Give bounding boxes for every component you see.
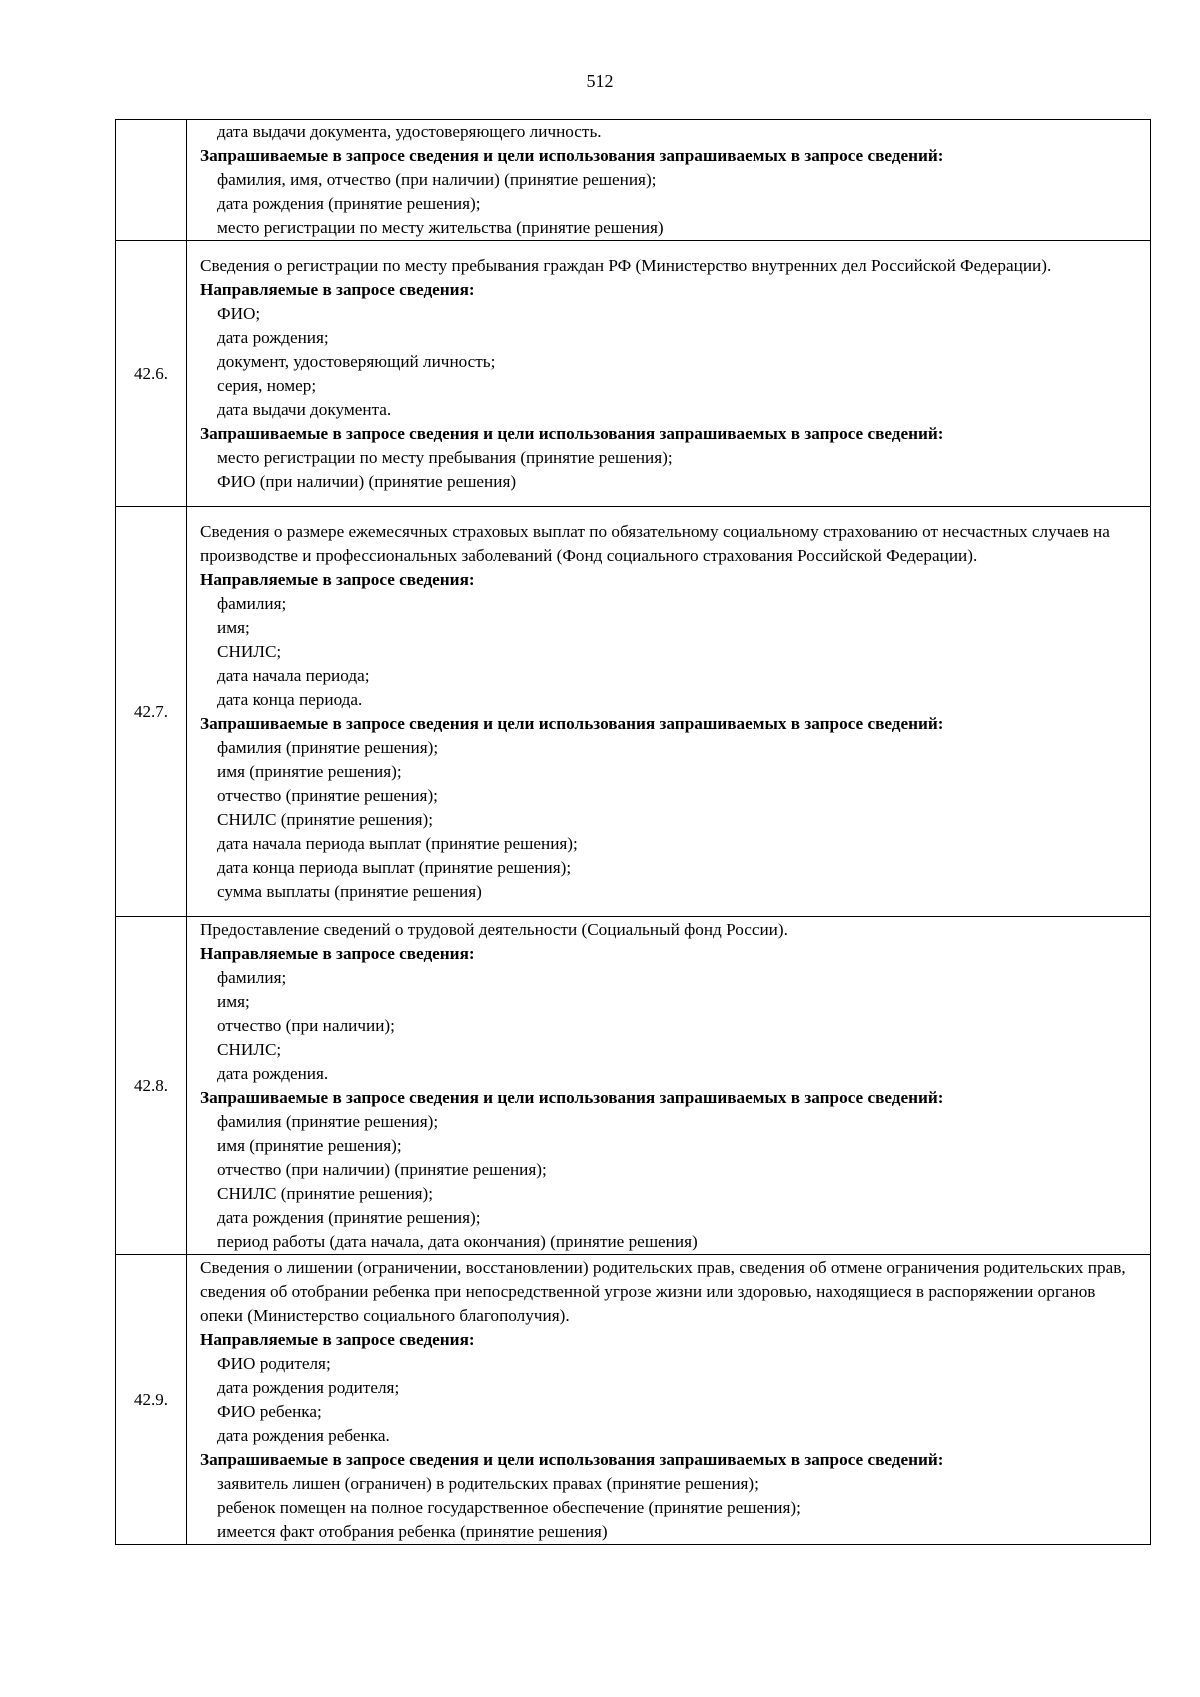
section-heading: Направляемые в запросе сведения: bbox=[200, 1329, 475, 1349]
list-item: СНИЛС (принятие решения); bbox=[217, 1183, 434, 1203]
list-item: СНИЛС; bbox=[217, 641, 282, 661]
list-item: дата выдачи документа. bbox=[217, 399, 392, 419]
row-description: Сведения о лишении (ограничении, восстановлении) родительских прав, сведения об отмене ограничения родительских прав, сведения об отобрании ребенка при непосредственной угрозе жизни или здоровью, находящиеся в распоряжении органов опеки (Министерство социального благополучия). bbox=[200, 1257, 1126, 1325]
row-number bbox=[116, 120, 187, 241]
list-item: дата рождения (принятие решения); bbox=[217, 194, 481, 213]
list-item: документ, удостоверяющий личность; bbox=[217, 351, 496, 371]
list-item: дата начала периода выплат (принятие решения); bbox=[217, 833, 578, 853]
section-heading: Направляемые в запросе сведения: bbox=[200, 279, 475, 299]
list-item: отчество (при наличии); bbox=[217, 1015, 395, 1035]
row-description: Предоставление сведений о трудовой деятельности (Социальный фонд России). bbox=[200, 919, 788, 939]
section-heading: Направляемые в запросе сведения: bbox=[200, 943, 475, 963]
list-item: имя (принятие решения); bbox=[217, 1135, 402, 1155]
list-item: ФИО ребенка; bbox=[217, 1401, 322, 1421]
table-row bbox=[116, 917, 1151, 1255]
list-item: дата конца периода выплат (принятие решения); bbox=[217, 857, 572, 877]
table-row bbox=[116, 507, 1151, 917]
list-item: фамилия; bbox=[217, 593, 287, 613]
row-number: 42.7. bbox=[116, 507, 187, 917]
list-item: отчество (при наличии) (принятие решения); bbox=[217, 1159, 547, 1179]
table-row bbox=[116, 241, 1151, 507]
list-item: имя; bbox=[217, 617, 250, 637]
row-description: Сведения о размере ежемесячных страховых выплат по обязательному социальному страхованию от несчастных случаев на производстве и профессиональных заболеваний (Фонд социального страхования Российской Федерации). bbox=[200, 521, 1110, 565]
list-item: дата начала периода; bbox=[217, 665, 370, 685]
row-content bbox=[187, 241, 1151, 507]
table-row bbox=[116, 1255, 1151, 1545]
list-item: имя; bbox=[217, 991, 250, 1011]
list-item: СНИЛС; bbox=[217, 1039, 282, 1059]
list-item: ФИО; bbox=[217, 303, 261, 323]
list-item: СНИЛС (принятие решения); bbox=[217, 809, 434, 829]
list-item: сумма выплаты (принятие решения) bbox=[217, 881, 482, 901]
row-content bbox=[187, 917, 1151, 1255]
list-item: дата рождения родителя; bbox=[217, 1377, 400, 1397]
list-item: отчество (принятие решения); bbox=[217, 785, 438, 805]
list-item: фамилия (принятие решения); bbox=[217, 1111, 439, 1131]
list-item: фамилия (принятие решения); bbox=[217, 737, 439, 757]
list-item: заявитель лишен (ограничен) в родительских правах (принятие решения); bbox=[217, 1473, 759, 1493]
list-item: дата конца периода. bbox=[217, 689, 363, 709]
list-item: ребенок помещен на полное государственное обеспечение (принятие решения); bbox=[217, 1497, 801, 1517]
row-number: 42.9. bbox=[116, 1255, 187, 1545]
list-item: имя (принятие решения); bbox=[217, 761, 402, 781]
list-item: дата выдачи документа, удостоверяющего личность. bbox=[217, 122, 602, 141]
list-item: период работы (дата начала, дата окончания) (принятие решения) bbox=[217, 1231, 698, 1251]
list-item: имеется факт отобрания ребенка (принятие решения) bbox=[217, 1521, 608, 1541]
section-heading: Запрашиваемые в запросе сведения и цели использования запрашиваемых в запросе сведений: bbox=[200, 423, 944, 443]
row-description: Сведения о регистрации по месту пребывания граждан РФ (Министерство внутренних дел Российской Федерации). bbox=[200, 255, 1052, 275]
row-content bbox=[187, 120, 1151, 241]
row-number: 42.6. bbox=[116, 241, 187, 507]
list-item: дата рождения (принятие решения); bbox=[217, 1207, 481, 1227]
section-heading: Запрашиваемые в запросе сведения и цели использования запрашиваемых в запросе сведений: bbox=[200, 1449, 944, 1469]
section-heading: Запрашиваемые в запросе сведения и цели использования запрашиваемых в запросе сведений: bbox=[200, 146, 944, 165]
section-heading: Направляемые в запросе сведения: bbox=[200, 569, 475, 589]
list-item: фамилия, имя, отчество (при наличии) (принятие решения); bbox=[217, 170, 657, 189]
list-item: дата рождения. bbox=[217, 1063, 329, 1083]
row-content bbox=[187, 507, 1151, 917]
list-item: фамилия; bbox=[217, 967, 287, 987]
list-item: дата рождения ребенка. bbox=[217, 1425, 390, 1445]
row-number: 42.8. bbox=[116, 917, 187, 1255]
table-row bbox=[116, 120, 1151, 241]
row-content bbox=[187, 1255, 1151, 1545]
list-item: дата рождения; bbox=[217, 327, 329, 347]
list-item: ФИО (при наличии) (принятие решения) bbox=[217, 471, 517, 491]
section-heading: Запрашиваемые в запросе сведения и цели использования запрашиваемых в запросе сведений: bbox=[200, 713, 944, 733]
list-item: серия, номер; bbox=[217, 375, 317, 395]
list-item: ФИО родителя; bbox=[217, 1353, 331, 1373]
data-table bbox=[115, 119, 1151, 1545]
list-item: место регистрации по месту жительства (принятие решения) bbox=[217, 218, 664, 237]
section-heading: Запрашиваемые в запросе сведения и цели использования запрашиваемых в запросе сведений: bbox=[200, 1087, 944, 1107]
page-number: 512 bbox=[586, 71, 614, 91]
list-item: место регистрации по месту пребывания (принятие решения); bbox=[217, 447, 673, 467]
